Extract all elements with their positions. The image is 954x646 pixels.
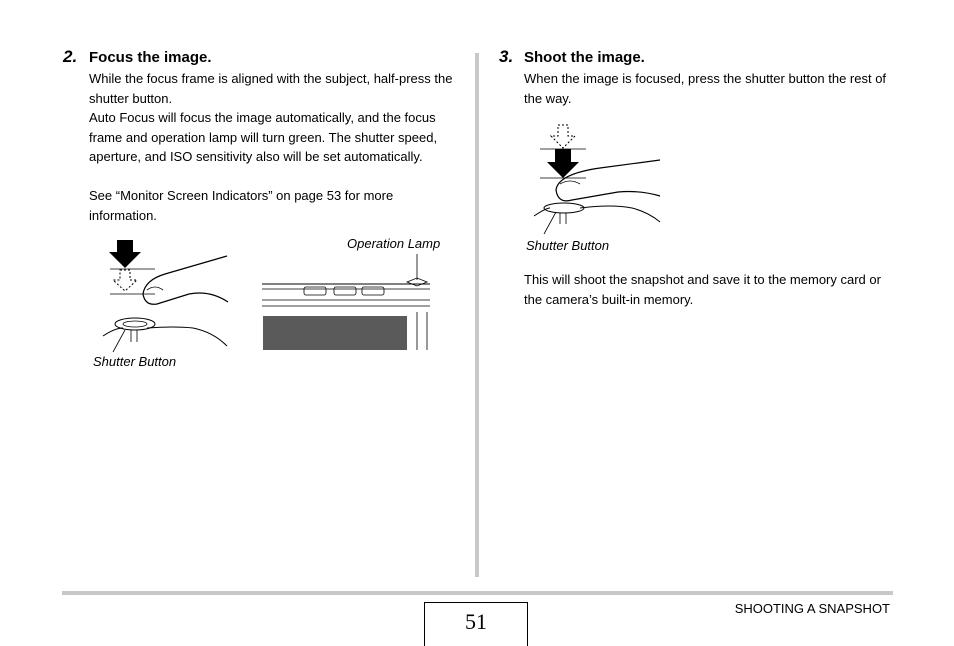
monitor-screen — [263, 316, 407, 350]
solid-arrow-icon — [109, 240, 141, 268]
step-2-paragraph-3: See “Monitor Screen Indicators” on page 53 for more information. — [89, 188, 394, 223]
dashed-arrow-icon — [551, 125, 575, 148]
section-name: SHOOTING A SNAPSHOT — [734, 601, 890, 616]
camera-back-illustration — [262, 254, 432, 350]
step-3-number: 3. — [499, 47, 514, 66]
operation-lamp-caption: Operation Lamp — [347, 236, 441, 251]
step-3-intro: When the image is focused, press the shutter button the rest of the way. — [524, 71, 887, 106]
full-press-illustration — [528, 124, 668, 234]
rec-button-icon — [362, 287, 384, 295]
shutter-button-caption-left: Shutter Button — [93, 354, 177, 369]
step-3-result: This will shoot the snapshot and save it to the memory card or the camera’s built-in memory. — [524, 272, 881, 307]
step-2-paragraph-1: While the focus frame is aligned with the subject, half-press the shutter button. — [89, 71, 453, 106]
column-divider — [475, 53, 479, 577]
shutter-button-caption-right: Shutter Button — [526, 238, 610, 253]
mode-button-icon — [304, 287, 326, 295]
dashed-arrow-icon — [113, 270, 137, 291]
footer-rule — [62, 591, 893, 595]
play-button-icon — [334, 287, 356, 295]
step-2-number: 2. — [63, 47, 78, 66]
page-number: 51 — [424, 602, 528, 646]
step-2-title: Focus the image. — [89, 49, 212, 66]
step-2-paragraph-2: Auto Focus will focus the image automatically, and the focus frame and operation lamp will turn green. The shutter speed, aperture, and ISO sensitivity also will be set automatically. — [89, 110, 438, 164]
step-3-title: Shoot the image. — [524, 49, 645, 66]
half-press-illustration — [95, 238, 245, 358]
